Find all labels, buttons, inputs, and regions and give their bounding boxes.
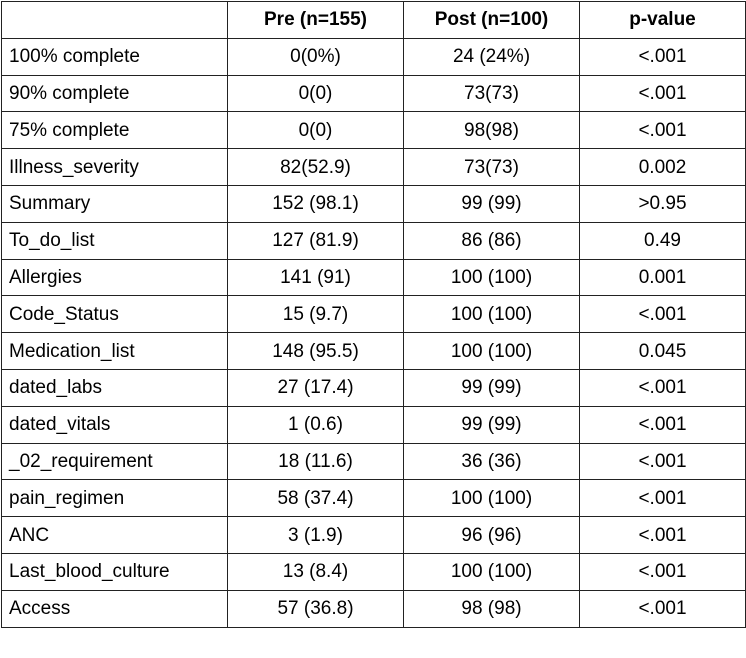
post-value: 100 (100) [404, 259, 580, 296]
pre-value: 82(52.9) [228, 149, 404, 186]
table-row [2, 185, 746, 222]
table-row [2, 443, 746, 480]
post-value: 98 (98) [404, 590, 580, 627]
pre-value: 0(0) [228, 75, 404, 112]
pre-value: 13 (8.4) [228, 553, 404, 590]
table-row [2, 296, 746, 333]
post-value: 73(73) [404, 75, 580, 112]
row-label: Allergies [2, 259, 228, 296]
table-row [2, 553, 746, 590]
p-value: <.001 [580, 590, 746, 627]
pre-value: 18 (11.6) [228, 443, 404, 480]
p-value: <.001 [580, 553, 746, 590]
row-label: Illness_severity [2, 149, 228, 186]
p-value: <.001 [580, 517, 746, 554]
row-label: Last_blood_culture [2, 553, 228, 590]
post-value: 73(73) [404, 149, 580, 186]
p-value: <.001 [580, 38, 746, 75]
post-value: 100 (100) [404, 296, 580, 333]
header-cell-blank [2, 2, 228, 39]
p-value: <.001 [580, 112, 746, 149]
row-label: dated_labs [2, 369, 228, 406]
p-value: 0.001 [580, 259, 746, 296]
post-value: 100 (100) [404, 480, 580, 517]
table-row [2, 222, 746, 259]
table-body [2, 38, 746, 627]
table-row [2, 75, 746, 112]
pre-value: 127 (81.9) [228, 222, 404, 259]
table-row [2, 149, 746, 186]
pre-value: 0(0) [228, 112, 404, 149]
table-row [2, 259, 746, 296]
header-cell-p-value: p-value [580, 2, 746, 39]
table-row [2, 517, 746, 554]
row-label: Summary [2, 185, 228, 222]
p-value: <.001 [580, 480, 746, 517]
row-label: ANC [2, 517, 228, 554]
post-value: 96 (96) [404, 517, 580, 554]
pre-value: 58 (37.4) [228, 480, 404, 517]
row-label: dated_vitals [2, 406, 228, 443]
results-table [1, 1, 746, 628]
row-label: To_do_list [2, 222, 228, 259]
table-row [2, 112, 746, 149]
post-value: 36 (36) [404, 443, 580, 480]
table-row [2, 369, 746, 406]
header-cell-pre: Pre (n=155) [228, 2, 404, 39]
p-value: >0.95 [580, 185, 746, 222]
post-value: 99 (99) [404, 185, 580, 222]
p-value: 0.002 [580, 149, 746, 186]
table-row [2, 590, 746, 627]
row-label: pain_regimen [2, 480, 228, 517]
pre-value: 27 (17.4) [228, 369, 404, 406]
pre-value: 57 (36.8) [228, 590, 404, 627]
post-value: 24 (24%) [404, 38, 580, 75]
row-label: Access [2, 590, 228, 627]
pre-value: 15 (9.7) [228, 296, 404, 333]
p-value: 0.045 [580, 333, 746, 370]
pre-value: 1 (0.6) [228, 406, 404, 443]
table-row [2, 406, 746, 443]
table-row [2, 480, 746, 517]
post-value: 100 (100) [404, 553, 580, 590]
table-row [2, 38, 746, 75]
post-value: 98(98) [404, 112, 580, 149]
header-row [2, 2, 746, 39]
p-value: 0.49 [580, 222, 746, 259]
pre-value: 141 (91) [228, 259, 404, 296]
p-value: <.001 [580, 406, 746, 443]
post-value: 86 (86) [404, 222, 580, 259]
header-cell-post: Post (n=100) [404, 2, 580, 39]
row-label: 90% complete [2, 75, 228, 112]
p-value: <.001 [580, 296, 746, 333]
row-label: 75% complete [2, 112, 228, 149]
row-label: Code_Status [2, 296, 228, 333]
pre-value: 152 (98.1) [228, 185, 404, 222]
post-value: 99 (99) [404, 406, 580, 443]
pre-value: 148 (95.5) [228, 333, 404, 370]
row-label: 100% complete [2, 38, 228, 75]
p-value: <.001 [580, 443, 746, 480]
table-row [2, 333, 746, 370]
p-value: <.001 [580, 75, 746, 112]
post-value: 99 (99) [404, 369, 580, 406]
row-label: _02_requirement [2, 443, 228, 480]
pre-value: 0(0%) [228, 38, 404, 75]
row-label: Medication_list [2, 333, 228, 370]
p-value: <.001 [580, 369, 746, 406]
pre-value: 3 (1.9) [228, 517, 404, 554]
post-value: 100 (100) [404, 333, 580, 370]
table-header [2, 2, 746, 39]
